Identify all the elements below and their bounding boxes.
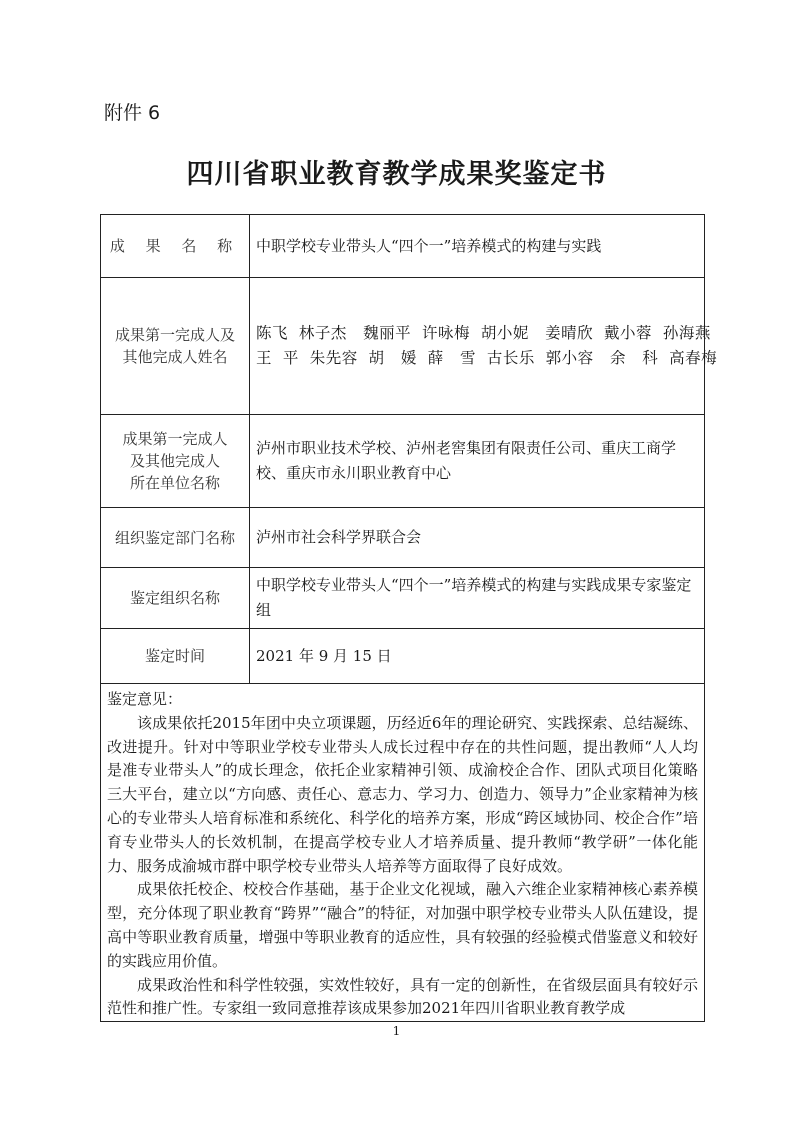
- label-persons: [101, 278, 250, 415]
- value-org-department: 泸州市社会科学界联合会: [250, 508, 705, 568]
- row-opinion: [101, 684, 705, 1022]
- label-achievement-name: 成 果 名 称: [101, 215, 250, 278]
- row-achievement-name: [101, 215, 705, 278]
- names-line2: 王 平 朱先容 胡 媛 薛 雪 古长乐 郭小容 余 科 高春梅: [256, 349, 718, 367]
- label-org-name: 鉴定组织名称: [101, 568, 250, 629]
- label-units-line3: 所在单位名称: [129, 474, 220, 492]
- label-time: 鉴定时间: [101, 629, 250, 684]
- label-persons-line1: 成果第一完成人及: [114, 326, 235, 344]
- document-title: 四川省职业教育教学成果奖鉴定书: [186, 159, 607, 190]
- label-persons-line2: 其他完成人姓名: [122, 348, 228, 366]
- value-persons: [250, 278, 718, 415]
- label-units-line1: 成果第一完成人: [122, 430, 228, 448]
- opinion-cell: [101, 684, 705, 1022]
- row-time: [101, 629, 705, 684]
- opinion-paragraph: 成果依托校企、校校合作基础，基于企业文化视域，融入六维企业家精神核心素养模型，充分体现了职业教育“跨界”“融合”的特征，对加强中职学校专业带头人队伍建设，提高中等职业教育质量，增强中等职业教育的适应性，具有较强的经验模式借鉴意义和较好的实践应用价值。: [107, 880, 698, 970]
- names-line1: 陈飞 林子杰 魏丽平 许咏梅 胡小妮 姜晴欣 戴小蓉 孙海燕: [256, 324, 711, 342]
- row-persons: [101, 278, 705, 415]
- opinion-label: 鉴定意见：: [107, 690, 183, 708]
- label-org-department: 组织鉴定部门名称: [101, 508, 250, 568]
- attachment-label: 附件 6: [104, 102, 161, 124]
- appraisal-form-table: [100, 214, 718, 1022]
- opinion-paragraph: 成果政治性和科学性较强，实效性较好，具有一定的创新性，在省级层面具有较好示范性和推广性。专家组一致同意推荐该成果参加2021年四川省职业教育教学成: [107, 975, 698, 1018]
- label-units-line2: 及其他完成人: [129, 452, 220, 470]
- row-org-name: [101, 568, 705, 629]
- row-org-department: [101, 508, 705, 568]
- value-org-name: 中职学校专业带头人“四个一”培养模式的构建与实践成果专家鉴定组: [250, 568, 705, 629]
- value-achievement-name: 中职学校专业带头人“四个一”培养模式的构建与实践: [250, 215, 705, 278]
- value-time: 2021 年 9 月 15 日: [250, 629, 705, 684]
- page-number: 1: [392, 1024, 401, 1038]
- label-units: [101, 415, 250, 508]
- row-units: [101, 415, 705, 508]
- value-units: 泸州市职业技术学校、泸州老窖集团有限责任公司、重庆工商学校、重庆市永川职业教育中心: [250, 415, 705, 508]
- opinion-paragraph: 该成果依托2015年团中央立项课题，历经近6年的理论研究、实践探索、总结凝练、改进提升。针对中等职业学校专业带头人成长过程中存在的共性问题，提出教师“人人均是准专业带头人”的成长理念，依托企业家精神引领、成渝校企合作、团队式项目化策略三大平台，建立以“方向感、责任心、意志力、学习力、创造力、领导力”企业家精神为核心的专业带头人培育标准和系统化、科学化的培养方案，形成“跨区域协同、校企合作”培育专业带头人的长效机制，在提高学校专业人才培养质量、提升教师“教学研”一体化能力、服务成渝城市群中职学校专业带头人培养等方面取得了良好成效。: [107, 713, 698, 875]
